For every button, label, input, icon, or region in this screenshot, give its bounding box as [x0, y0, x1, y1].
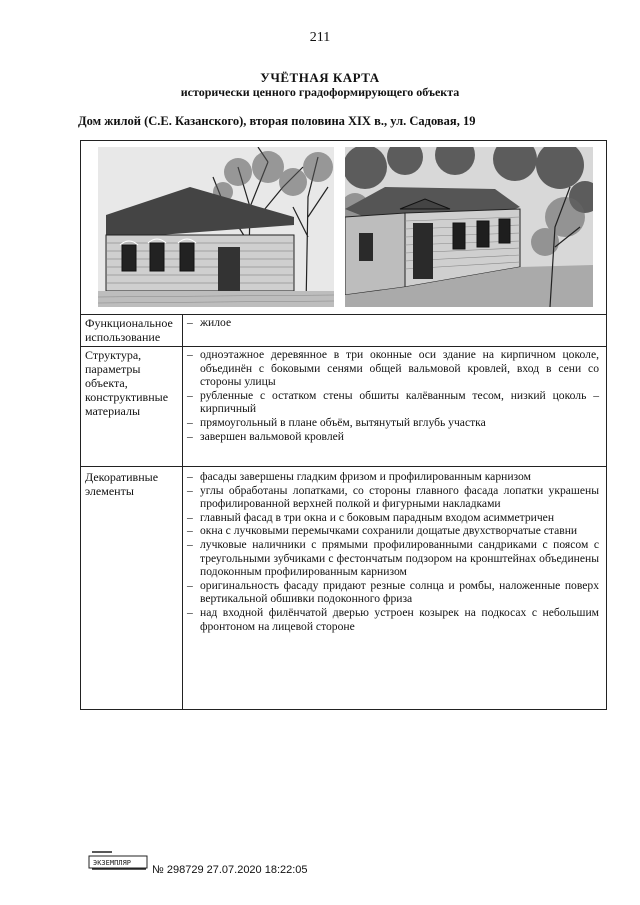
page-number: 211: [309, 30, 331, 45]
list-item: – завершен вальмовой кровлей: [185, 430, 599, 444]
list-item: – окна с лучковыми перемычками сохранили дощатые двухстворчатые ставни: [185, 524, 599, 538]
photos-row: [81, 141, 606, 315]
row-functional-use: [81, 314, 606, 347]
document-id: № 298729 27.07.2020 18:22:05: [152, 864, 308, 876]
list-item: – над входной филёнчатой дверью устроен козырек на подкосах с небольшим фронтоном на лицевой стороне: [185, 606, 599, 633]
list-item: – прямоугольный в плане объём, вытянутый вглубь участка: [185, 416, 599, 430]
list-item: – лучковые наличники с прямыми профилированными сандриками с поясом с треугольными зубчиками с фестончатым подзором на кронштейнах объединены подоконным профилированным карнизом: [185, 538, 599, 579]
row-decorative: [81, 466, 606, 709]
list-item: – углы обработаны лопатками, со стороны главного фасада лопатки украшены профилированной верхней полкой и фигурными накладками: [185, 484, 599, 511]
row-structure: [81, 346, 606, 467]
row-label: Декоративные элементы: [85, 470, 159, 498]
footer-stamp: [88, 848, 150, 873]
card-subtitle: исторически ценного градоформирующего объекта: [180, 85, 460, 99]
card-title: УЧЁТНАЯ КАРТА: [260, 70, 380, 85]
list-item: – одноэтажное деревянное в три оконные оси здание на кирпичном цоколе, объединён с боковыми сенями общей вальмовой кровлей, вход в сени со стороны улицы: [185, 348, 599, 389]
object-name: Дом жилой (С.Е. Казанского), вторая половина XIX в., ул. Садовая, 19: [78, 114, 476, 128]
list-item: – главный фасад в три окна и с боковым парадным входом асимметричен: [185, 511, 599, 525]
registration-card-table: [80, 140, 607, 710]
row-label: Структура, параметры объекта, конструктивные материалы: [85, 348, 169, 418]
row-label: Функциональное использование: [85, 316, 173, 344]
stamp-text: ЭКЗЕМПЛЯР: [93, 859, 131, 867]
list-item: – жилое: [185, 316, 599, 330]
row-items: [185, 470, 599, 633]
list-item: – оригинальность фасаду придают резные солнца и ромбы, наложенные поверх вертикальной обшивки подоконного фриза: [185, 579, 599, 606]
list-item: – рубленные с остатком стены обшиты калёванным тесом, низкий цоколь – кирпичный: [185, 389, 599, 416]
row-items: [185, 316, 599, 330]
house-photo-front-icon: [98, 147, 334, 307]
house-photo-corner-icon: [345, 147, 593, 307]
stamp-icon: [88, 848, 150, 870]
list-item: – фасады завершены гладким фризом и профилированным карнизом: [185, 470, 599, 484]
row-items: [185, 348, 599, 443]
